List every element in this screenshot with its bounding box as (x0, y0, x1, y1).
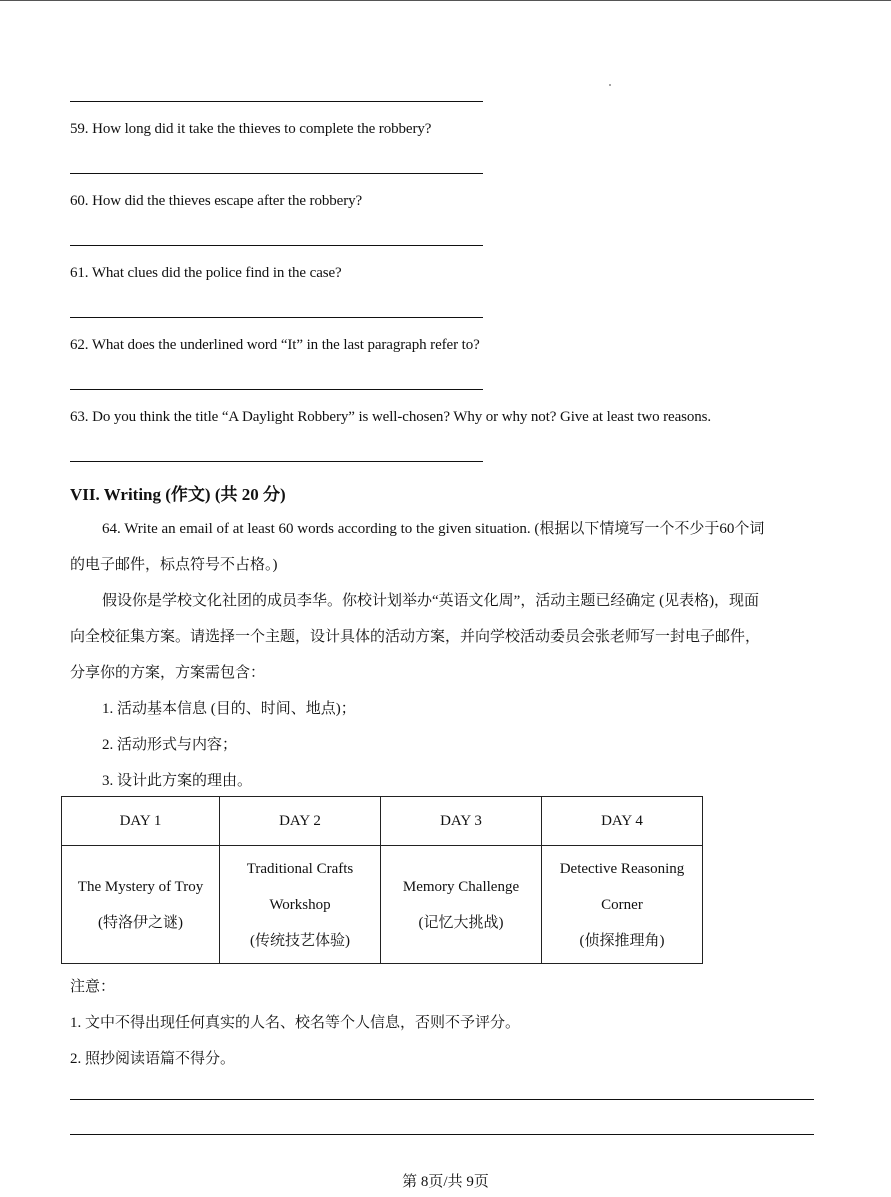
answer-line-63[interactable] (70, 461, 483, 462)
answer-line-58[interactable] (70, 101, 483, 102)
answer-line-60[interactable] (70, 245, 483, 246)
requirement-2: 2. 活动形式与内容； (102, 737, 238, 753)
cell-line: (传统技艺体验) (250, 932, 350, 949)
table-cell-day-3 (381, 846, 542, 964)
table-cell-day-1 (62, 846, 220, 964)
answer-line-59[interactable] (70, 173, 483, 174)
cell-line: Memory Challenge (402, 878, 520, 895)
cell-line: Detective Reasoning (559, 860, 685, 877)
cell-line: Traditional Crafts (246, 860, 354, 877)
table-cell-day-2 (220, 846, 381, 964)
writing-answer-line-2[interactable] (70, 1134, 814, 1135)
table-header-day-1: DAY 1 (62, 797, 220, 846)
situation-line-3: 分享你的方案，方案需包含： (70, 665, 266, 681)
notes-title: 注意： (70, 979, 116, 995)
answer-line-62[interactable] (70, 389, 483, 390)
stray-dot (609, 84, 611, 86)
cell-line: Workshop (269, 896, 331, 913)
cell-line: The Mystery of Troy (77, 878, 204, 895)
page-top-border (0, 0, 891, 1)
question-59: 59. How long did it take the thieves to complete the robbery? (70, 121, 432, 137)
note-1: 1. 文中不得出现任何真实的人名、校名等个人信息，否则不予评分。 (70, 1015, 521, 1031)
requirement-3: 3. 设计此方案的理由。 (102, 773, 253, 789)
note-2: 2. 照抄阅读语篇不得分。 (70, 1051, 236, 1067)
table-header-row (62, 797, 703, 846)
table-cell-day-4 (542, 846, 703, 964)
question-62: 62. What does the underlined word “It” in the last paragraph refer to? (70, 337, 480, 353)
cell-line: Corner (601, 896, 643, 913)
requirement-1: 1. 活动基本信息 (目的、时间、地点)； (102, 701, 356, 717)
table-theme-row (62, 846, 703, 964)
question-63: 63. Do you think the title “A Daylight Robbery” is well-chosen? Why or why not? Give at least two reasons. (70, 409, 712, 425)
situation-line-2: 向全校征集方案。请选择一个主题，设计具体的活动方案，并向学校活动委员会张老师写一封电子邮件， (70, 629, 761, 645)
task-line-2: 的电子邮件，标点符号不占格。) (70, 557, 278, 573)
table-header-day-3: DAY 3 (381, 797, 542, 846)
situation-line-1: 假设你是学校文化社团的成员李华。你校计划举办“英语文化周”，活动主题已经确定 (见表格)，现面 (102, 593, 760, 609)
cell-line: (特洛伊之谜) (98, 914, 183, 931)
cell-line: (记忆大挑战) (418, 914, 504, 931)
section-heading-writing: VII. Writing (作文) (共 20 分) (70, 485, 286, 504)
activity-theme-table (61, 796, 703, 964)
task-line-1: 64. Write an email of at least 60 words according to the given situation. (根据以下情境写一个不少于60个词 (102, 521, 765, 537)
writing-answer-line-1[interactable] (70, 1099, 814, 1100)
question-60: 60. How did the thieves escape after the robbery? (70, 193, 363, 209)
table-header-day-4: DAY 4 (542, 797, 703, 846)
cell-line: (侦探推理角) (579, 932, 665, 949)
table-header-day-2: DAY 2 (220, 797, 381, 846)
answer-line-61[interactable] (70, 317, 483, 318)
page-number: 第 8页/共 9页 (402, 1174, 489, 1190)
question-61: 61. What clues did the police find in the case? (70, 265, 342, 281)
